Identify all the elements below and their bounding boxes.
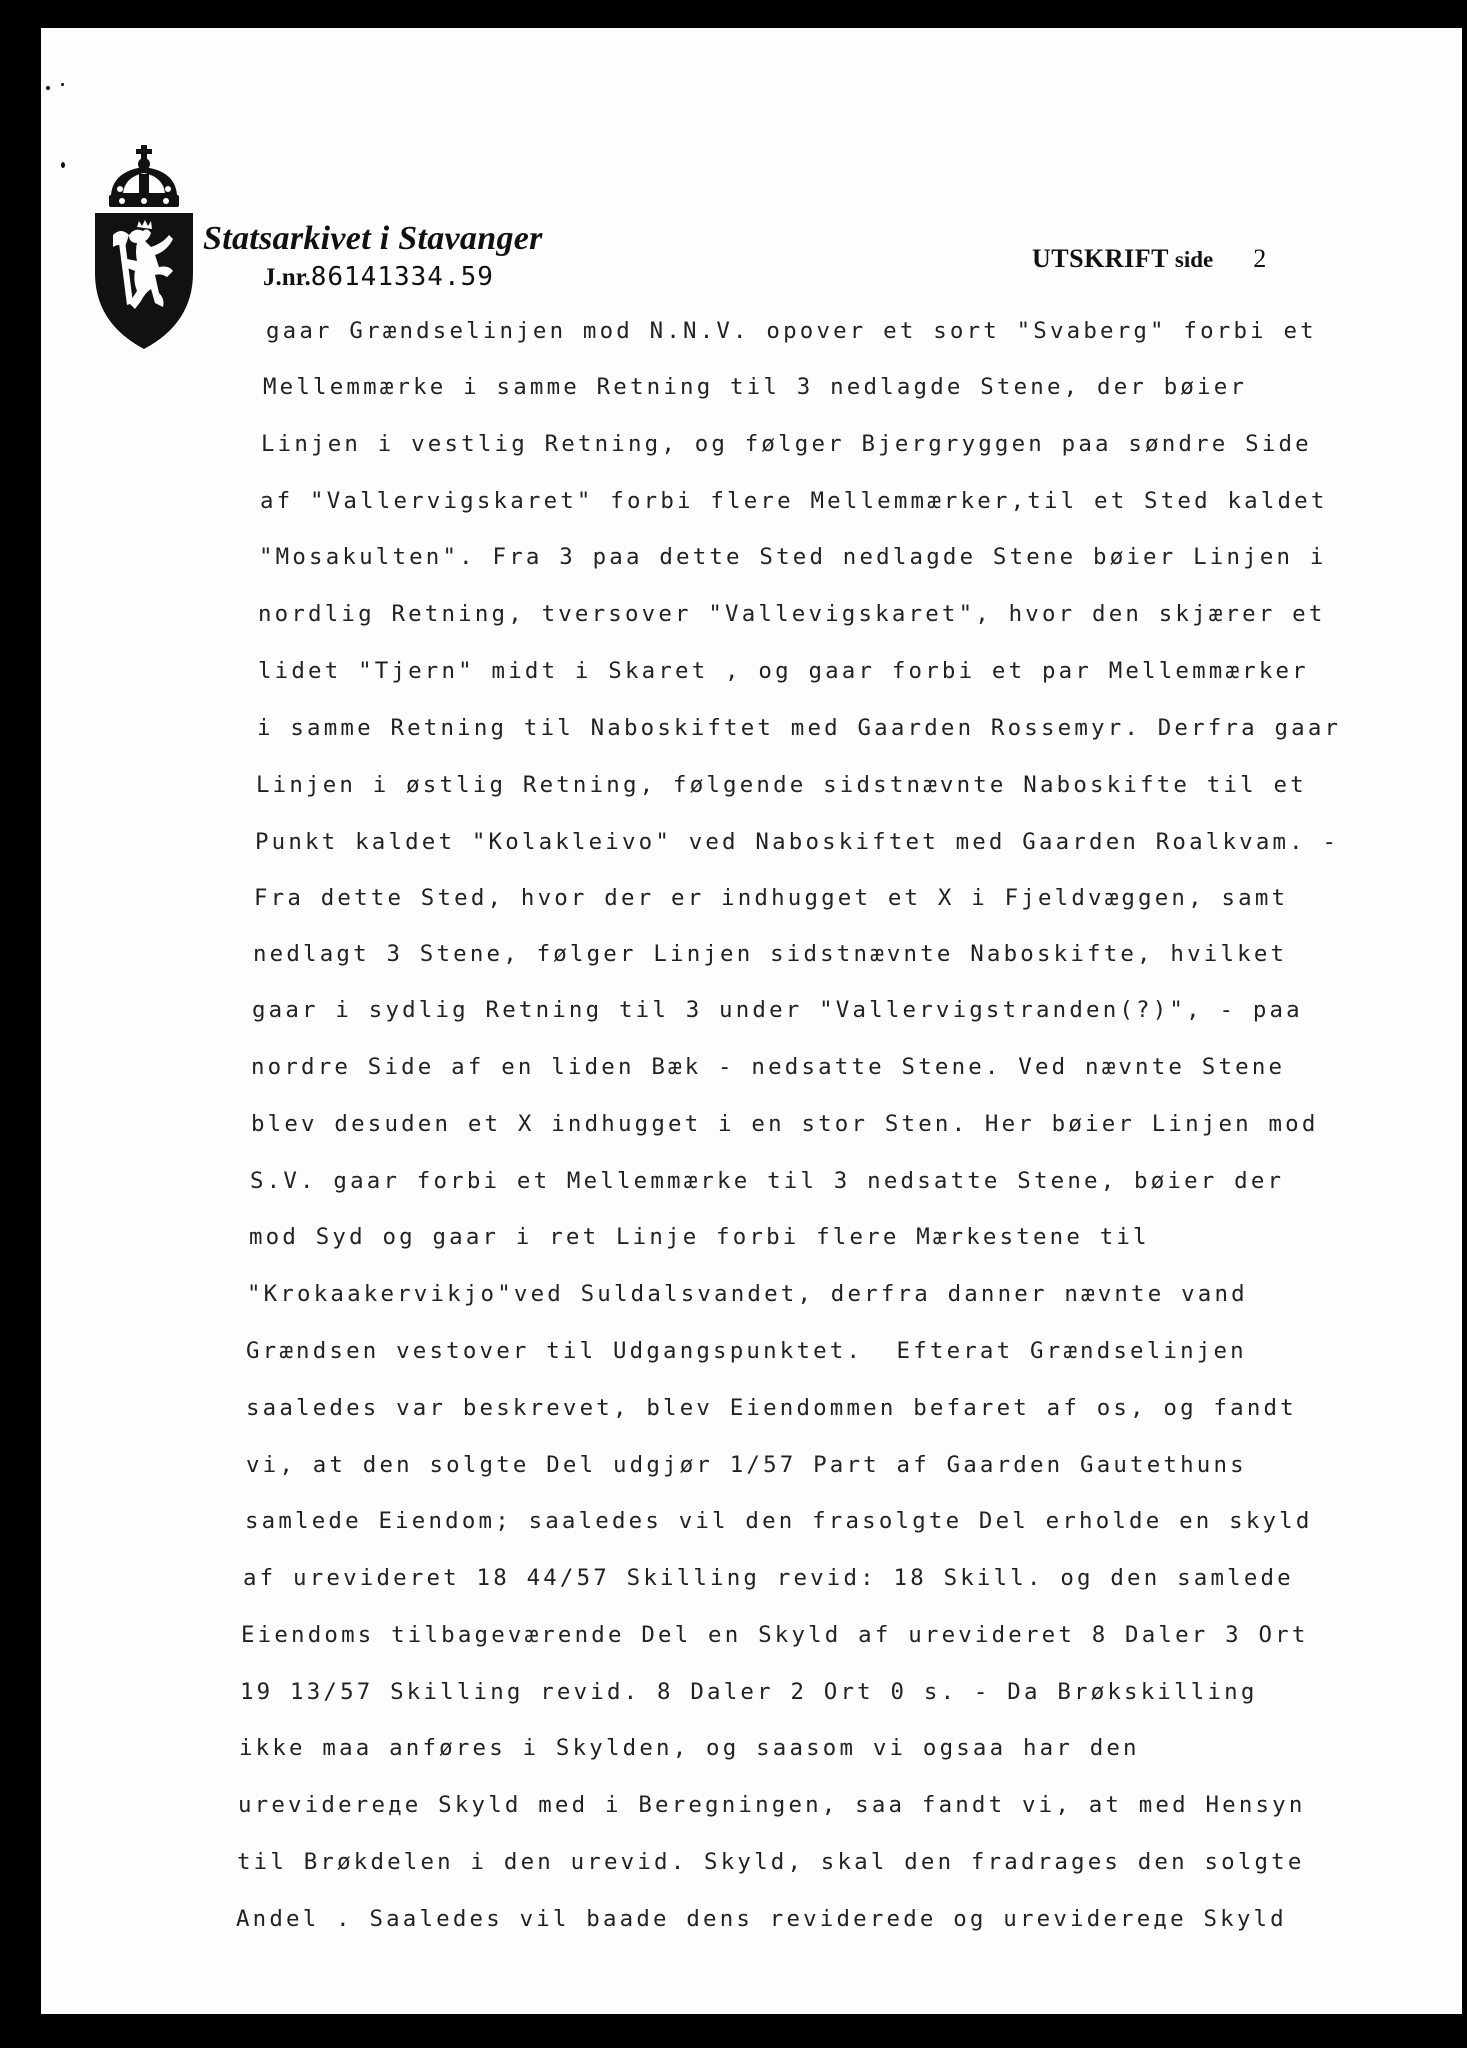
text-line: mod Syd og gaar i ret Linje forbi flere Mærkestene til [249, 1224, 1150, 1250]
text-line: nedlagt 3 Stene, følger Linjen sidstnævnte Naboskifte, hvilket [253, 941, 1288, 967]
text-line: 19 13/57 Skilling revid. 8 Daler 2 Ort 0 s. - Da Brøkskilling [240, 1679, 1258, 1705]
text-line: vi, at den solgte Del udgjør 1/57 Part af Gaarden Gautethuns [246, 1452, 1247, 1478]
text-line: "Mosakulten". Fra 3 paa dette Sted nedlagde Stene bøier Linjen i [259, 544, 1327, 570]
text-line: samlede Eiendom; saaledes vil den frasolgte Del erholde en skyld [245, 1508, 1313, 1534]
text-line: Punkt kaldet "Kolakleivo" ved Naboskiftet med Gaarden Roalkvam. - [255, 829, 1340, 855]
text-line: nordlig Retning, tversover "Vallevigskaret", hvor den skjærer et [258, 601, 1326, 627]
text-line: ikke maa anføres i Skylden, og saasom vi ogsaa har den [239, 1735, 1140, 1761]
text-line: af urevideret 18 44/57 Skilling revid: 18 Skill. og den samlede [243, 1565, 1294, 1591]
text-line: Linjen i vestlig Retning, og følger Bjergryggen paa søndre Side [261, 431, 1312, 457]
text-line: S.V. gaar forbi et Mellemmærke til 3 nedsatte Stene, bøier der [250, 1168, 1285, 1194]
document-page [41, 28, 1462, 2014]
page-word: side [1174, 247, 1214, 272]
page-number: 2 [1253, 244, 1267, 273]
text-line: nordre Side af en liden Bæk - nedsatte Stene. Ved nævnte Stene [251, 1054, 1286, 1080]
text-line: lidet "Tjern" midt i Skaret , og gaar forbi et par Mellemmærker [258, 658, 1309, 684]
text-line: til Brøkdelen i den urevid. Skyld, skal den fradrages den solgte [237, 1849, 1305, 1875]
text-line: Fra dette Sted, hvor der er indhugget et X i Fjeldvæggen, samt [254, 885, 1289, 911]
journal-number-label: J.nr. [263, 264, 311, 291]
text-line: gaar Grændselinjen mod N.N.V. opover et sort "Svaberg" forbi et [266, 318, 1317, 344]
printout-label: UTSKRIFT [1032, 244, 1169, 273]
text-line: blev desuden et X indhugget i en stor Sten. Her bøier Linjen mod [251, 1111, 1319, 1137]
text-line: i samme Retning til Naboskiftet med Gaarden Rossemyr. Derfra gaar [257, 715, 1342, 741]
text-line: Linjen i østlig Retning, følgende sidstnævnte Naboskifte til et [256, 772, 1307, 798]
text-line: Grændsen vestover til Udgangspunktet. Efterat Grændselinjen [246, 1338, 1247, 1364]
text-line: Eiendoms tilbageværende Del en Skyld af urevideret 8 Daler 3 Ort [241, 1622, 1309, 1648]
text-line: Andel . Saaledes vil baade dens reviderede og urevidereде Skyld [236, 1906, 1287, 1932]
text-line: saaledes var beskrevet, blev Eiendommen befaret af os, og fandt [246, 1395, 1297, 1421]
typed-body-text [41, 28, 1462, 2014]
text-line: Mellemmærke i samme Retning til 3 nedlagde Stene, der bøier [263, 374, 1248, 400]
text-line: gaar i sydlig Retning til 3 under "Vallervigstranden(?)", - paa [252, 997, 1303, 1023]
text-line: af "Vallervigskaret" forbi flere Mellemmærker,til et Sted kaldet [260, 488, 1328, 514]
text-line: "Krokaakervikjo"ved Suldalsvandet, derfra danner nævnte vand [247, 1281, 1248, 1307]
text-line: urevidereде Skyld med i Beregningen, saa fandt vi, at med Hensyn [238, 1792, 1306, 1818]
journal-number-value: 86141334.59 [310, 262, 494, 292]
archive-name: Statsarkivet i Stavanger [203, 220, 543, 257]
